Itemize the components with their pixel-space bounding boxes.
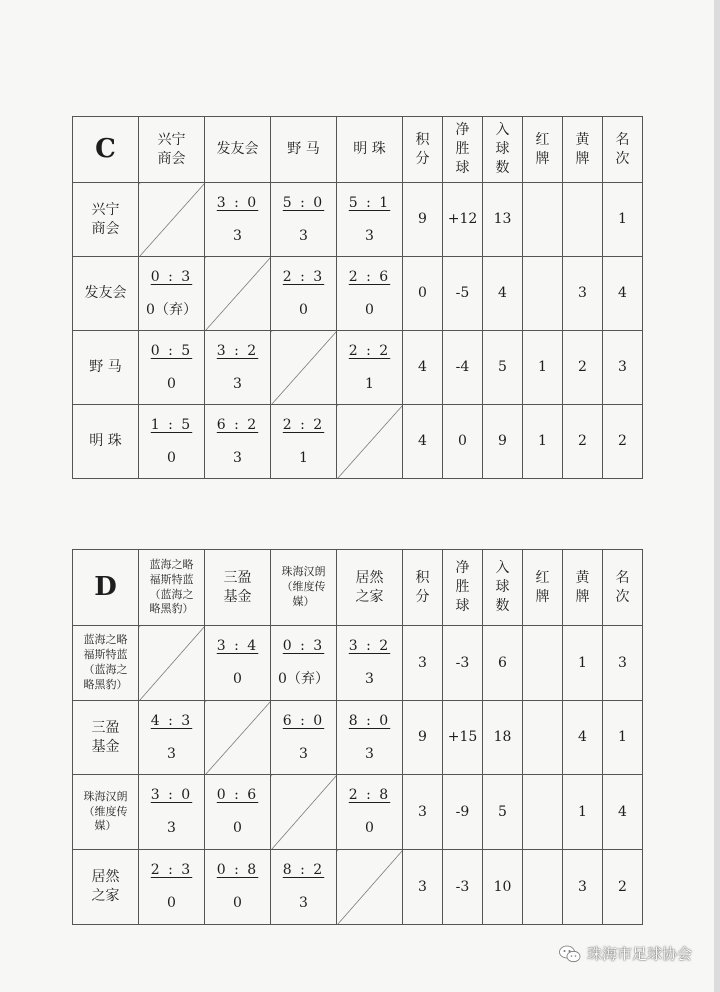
match-score: 3 : 0 <box>150 787 193 804</box>
stat-goals: 18 <box>483 701 523 775</box>
table-row <box>73 183 643 257</box>
row-team-name: 三盈 基金 <box>73 701 139 775</box>
match-cell <box>337 626 403 701</box>
match-score: 6 : 0 <box>282 712 325 729</box>
team-header: 兴宁 商会 <box>139 117 205 183</box>
stat-goals: 5 <box>483 331 523 405</box>
diagonal-cell <box>337 850 403 925</box>
match-points: 3 <box>233 449 242 466</box>
stat-header-goals: 入 球 数 <box>483 117 523 183</box>
stat-rank: 4 <box>603 775 643 850</box>
stat-red-cards <box>523 775 563 850</box>
stat-header-yellow-cards: 黄 牌 <box>563 550 603 626</box>
match-points: 3 <box>299 745 308 762</box>
match-cell <box>337 183 403 257</box>
table-row <box>73 405 643 479</box>
stat-goal-diff: -5 <box>443 257 483 331</box>
stat-goals: 10 <box>483 850 523 925</box>
match-cell <box>139 850 205 925</box>
stat-yellow-cards: 3 <box>563 850 603 925</box>
match-score: 2 : 8 <box>348 787 391 804</box>
match-points: 1 <box>299 449 308 466</box>
group-letter: C <box>73 117 139 183</box>
match-points: 3 <box>299 895 308 911</box>
match-cell <box>271 405 337 479</box>
match-score: 2 : 6 <box>348 268 391 285</box>
match-points: 0 <box>167 449 176 466</box>
match-points: 3 <box>167 745 176 762</box>
match-score: 3 : 2 <box>348 638 391 655</box>
match-points: 0 <box>167 375 176 392</box>
stat-points: 3 <box>403 626 443 701</box>
table-row <box>73 850 643 925</box>
stat-goals: 6 <box>483 626 523 701</box>
match-points: 3 <box>365 745 374 762</box>
row-team-name: 发友会 <box>73 257 139 331</box>
match-cell <box>337 257 403 331</box>
stat-red-cards <box>523 257 563 331</box>
match-score: 4 : 3 <box>150 712 193 729</box>
match-cell <box>205 331 271 405</box>
stat-red-cards <box>523 183 563 257</box>
stat-header-goal-diff: 净 胜 球 <box>443 117 483 183</box>
match-cell <box>337 775 403 850</box>
stat-header-points: 积 分 <box>403 550 443 626</box>
row-team-name: 明 珠 <box>73 405 139 479</box>
table-row <box>73 257 643 331</box>
match-cell <box>205 183 271 257</box>
stat-red-cards: 1 <box>523 405 563 479</box>
match-cell <box>205 626 271 701</box>
stat-rank: 3 <box>603 331 643 405</box>
match-score: 3 : 2 <box>216 342 259 359</box>
team-header: 居然 之家 <box>337 550 403 626</box>
diagonal-cell <box>205 701 271 775</box>
match-points: 0 <box>233 895 242 911</box>
stat-header-goals: 入 球 数 <box>483 550 523 626</box>
stat-header-red-cards: 红 牌 <box>523 550 563 626</box>
match-points: 3 <box>233 227 242 244</box>
stat-goal-diff: -9 <box>443 775 483 850</box>
stat-goals: 5 <box>483 775 523 850</box>
stat-red-cards <box>523 626 563 701</box>
row-team-name: 居然 之家 <box>73 850 139 925</box>
match-score: 0 : 8 <box>216 862 259 879</box>
row-team-name: 珠海汉朗 （维度传 媒） <box>73 775 139 850</box>
stat-rank: 3 <box>603 626 643 701</box>
diagonal-cell <box>139 183 205 257</box>
match-cell <box>139 775 205 850</box>
match-points: 0 <box>365 301 374 318</box>
stat-header-rank: 名 次 <box>603 117 643 183</box>
team-header: 明 珠 <box>337 117 403 183</box>
match-score: 3 : 4 <box>216 638 259 655</box>
stat-points: 9 <box>403 183 443 257</box>
match-score: 5 : 1 <box>348 194 391 211</box>
stat-red-cards: 1 <box>523 331 563 405</box>
match-cell <box>271 257 337 331</box>
match-cell <box>205 405 271 479</box>
stat-goal-diff: -3 <box>443 626 483 701</box>
match-points: 3 <box>167 820 176 836</box>
watermark <box>559 943 692 964</box>
group-letter: D <box>73 550 139 626</box>
match-score: 0 : 3 <box>150 268 193 285</box>
match-score: 0 : 3 <box>282 638 325 655</box>
stat-goals: 9 <box>483 405 523 479</box>
match-score: 8 : 0 <box>348 712 391 729</box>
match-score: 2 : 2 <box>282 416 325 433</box>
match-score: 2 : 3 <box>282 268 325 285</box>
match-cell <box>139 405 205 479</box>
stat-rank: 4 <box>603 257 643 331</box>
page-edge-shadow <box>714 0 720 992</box>
stat-points: 3 <box>403 775 443 850</box>
table-row <box>73 331 643 405</box>
stat-goals: 13 <box>483 183 523 257</box>
group-d-table <box>72 549 643 925</box>
stat-rank: 2 <box>603 405 643 479</box>
match-score: 5 : 0 <box>282 194 325 211</box>
match-cell <box>139 257 205 331</box>
diagonal-cell <box>271 775 337 850</box>
match-points: 0（弃） <box>278 671 329 687</box>
table-row <box>73 626 643 701</box>
stat-header-goal-diff: 净 胜 球 <box>443 550 483 626</box>
match-points: 0 <box>299 301 308 318</box>
diagonal-cell <box>271 331 337 405</box>
stat-rank: 2 <box>603 850 643 925</box>
match-score: 3 : 0 <box>216 194 259 211</box>
group-c-table <box>72 116 643 479</box>
stat-goal-diff: -3 <box>443 850 483 925</box>
stat-red-cards <box>523 850 563 925</box>
stat-yellow-cards: 3 <box>563 257 603 331</box>
stat-red-cards <box>523 701 563 775</box>
stat-header-yellow-cards: 黄 牌 <box>563 117 603 183</box>
table-row <box>73 701 643 775</box>
match-cell <box>271 701 337 775</box>
match-cell <box>337 331 403 405</box>
stat-points: 9 <box>403 701 443 775</box>
match-points: 0（弃） <box>146 301 197 318</box>
stat-goals: 4 <box>483 257 523 331</box>
match-score: 2 : 3 <box>150 862 193 879</box>
team-header: 三盈 基金 <box>205 550 271 626</box>
stat-header-points: 积 分 <box>403 117 443 183</box>
match-cell <box>205 850 271 925</box>
stat-goal-diff: -4 <box>443 331 483 405</box>
wechat-icon <box>559 945 581 963</box>
stat-yellow-cards: 1 <box>563 775 603 850</box>
team-header: 珠海汉朗 （维度传 媒） <box>271 550 337 626</box>
stat-points: 4 <box>403 405 443 479</box>
match-cell <box>205 775 271 850</box>
stat-yellow-cards: 4 <box>563 701 603 775</box>
stat-points: 3 <box>403 850 443 925</box>
match-score: 2 : 2 <box>348 342 391 359</box>
match-points: 3 <box>365 671 374 687</box>
diagonal-cell <box>139 626 205 701</box>
match-points: 3 <box>365 227 374 244</box>
stat-header-red-cards: 红 牌 <box>523 117 563 183</box>
match-cell <box>139 701 205 775</box>
stat-goal-diff: +15 <box>443 701 483 775</box>
match-score: 0 : 5 <box>150 342 193 359</box>
match-score: 8 : 2 <box>282 862 325 879</box>
stat-rank: 1 <box>603 701 643 775</box>
match-points: 0 <box>233 820 242 836</box>
match-points: 1 <box>365 375 374 392</box>
match-cell <box>337 701 403 775</box>
match-cell <box>271 183 337 257</box>
stat-points: 0 <box>403 257 443 331</box>
team-header: 发友会 <box>205 117 271 183</box>
row-team-name: 蓝海之略 福斯特蓝 （蓝海之 略黑豹） <box>73 626 139 701</box>
stat-yellow-cards: 2 <box>563 331 603 405</box>
stat-yellow-cards <box>563 183 603 257</box>
match-points: 0 <box>167 895 176 911</box>
stat-yellow-cards: 2 <box>563 405 603 479</box>
team-header: 野 马 <box>271 117 337 183</box>
row-team-name: 兴宁 商会 <box>73 183 139 257</box>
match-cell <box>139 331 205 405</box>
team-header: 蓝海之略 福斯特蓝 （蓝海之 略黑豹） <box>139 550 205 626</box>
match-points: 3 <box>233 375 242 392</box>
row-team-name: 野 马 <box>73 331 139 405</box>
stat-goal-diff: +12 <box>443 183 483 257</box>
diagonal-cell <box>337 405 403 479</box>
match-cell <box>271 850 337 925</box>
stat-rank: 1 <box>603 183 643 257</box>
match-score: 6 : 2 <box>216 416 259 433</box>
table-row <box>73 775 643 850</box>
match-points: 3 <box>299 227 308 244</box>
diagonal-cell <box>205 257 271 331</box>
match-points: 0 <box>365 820 374 836</box>
match-cell <box>271 626 337 701</box>
match-points: 0 <box>233 671 242 687</box>
match-score: 0 : 6 <box>216 787 259 804</box>
stat-header-rank: 名 次 <box>603 550 643 626</box>
stat-goal-diff: 0 <box>443 405 483 479</box>
match-score: 1 : 5 <box>150 416 193 433</box>
stat-points: 4 <box>403 331 443 405</box>
watermark-text: 珠海市足球协会 <box>586 945 692 963</box>
stat-yellow-cards: 1 <box>563 626 603 701</box>
